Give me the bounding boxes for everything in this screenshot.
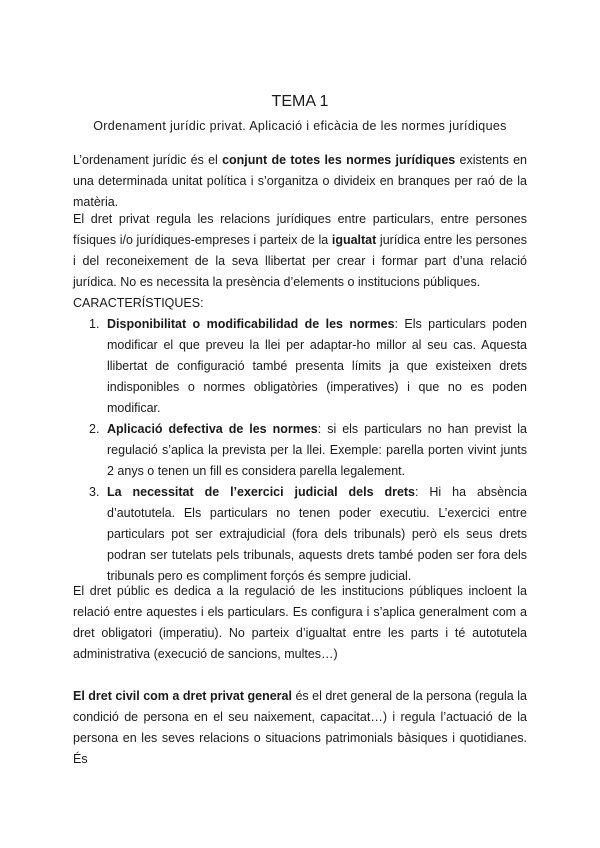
paragraph-text: L’ordenament jurídic és el — [73, 153, 223, 167]
characteristics-heading: CARACTERÍSTIQUES: — [73, 296, 204, 310]
page-subtitle: Ordenament jurídic privat. Aplicació i eficàcia de les normes jurídiques — [93, 119, 507, 133]
bold-term: Aplicació defectiva de les normes — [107, 422, 318, 436]
paragraph-text: és el dret general de la persona (regula la condició de persona en el seu naixement, capacitat…) i regula l’actuació de la persona en les seves relacions o situacions patrimonials bàsiques i quotidianes. És — [73, 689, 527, 766]
list-item — [73, 482, 527, 587]
page-title: TEMA 1 — [271, 93, 329, 110]
paragraph-dret-civil — [73, 686, 527, 770]
list-number: 2. — [89, 422, 100, 436]
characteristics-list — [73, 314, 527, 587]
bold-term: conjunt de totes les normes jurídiques — [222, 153, 456, 167]
list-item-text: : Hi ha absència d’autotutela. Els particulars no tenen poder executiu. L’exercici entre particulars pot ser extrajudicial (fora dels tribunals) però els seus drets podran ser tutelats pels tribunals, aquests drets també poden ser fora dels tribunals pero es compliment forçós és sempre judicial. — [107, 485, 527, 583]
paragraph-ordenament — [73, 150, 527, 213]
paragraph-text: jurídica entre les persones i del reconeixement de la seva llibertat per crear i formar part d’una relació jurídica. No es necessita la presència d’elements o institucions públiques. — [73, 233, 527, 289]
list-item — [73, 314, 527, 419]
list-number: 1. — [89, 317, 100, 331]
list-item-text: : si els particulars no han previst la regulació s’aplica la prevista per la llei. Exemple: parella porten vivint junts 2 anys o tenen un fill es considera parella legalement. — [107, 422, 527, 478]
list-item — [73, 419, 527, 482]
paragraph-dret-privat — [73, 209, 527, 293]
paragraph-dret-public: El dret públic es dedica a la regulació de les institucions públiques incloent la relació entre aquestes i els particulars. Es configura i s’aplica generalment com a dret obligatori (imperatiu). No parteix d’igualtat entre les parts i té autotutela administrativa (execució de sancions, multes…) — [73, 584, 527, 661]
list-item-text: : Els particulars poden modificar el que preveu la llei per adaptar-ho millor al seu cas. Aquesta llibertat de configuració també presenta límits ja que existeixen drets indisponibles o normes obligatòries (imperatives) i que no es poden modificar. — [107, 317, 527, 415]
bold-term: El dret civil com a dret privat general — [73, 689, 292, 703]
bold-term: Disponibilitat o modificabilidad de les normes — [107, 317, 395, 331]
bold-term: La necessitat de l’exercici judicial dels drets — [107, 485, 416, 499]
list-number: 3. — [89, 485, 100, 499]
bold-term: igualtat — [331, 233, 377, 247]
paragraph-text: El dret privat regula les relacions jurídiques entre particulars, entre persones físiques i/o jurídiques-empreses i parteix de la — [73, 212, 527, 247]
paragraph-text: existents en una determinada unitat política i s’organitza o divideix en branques per raó de la matèria. — [73, 153, 527, 209]
